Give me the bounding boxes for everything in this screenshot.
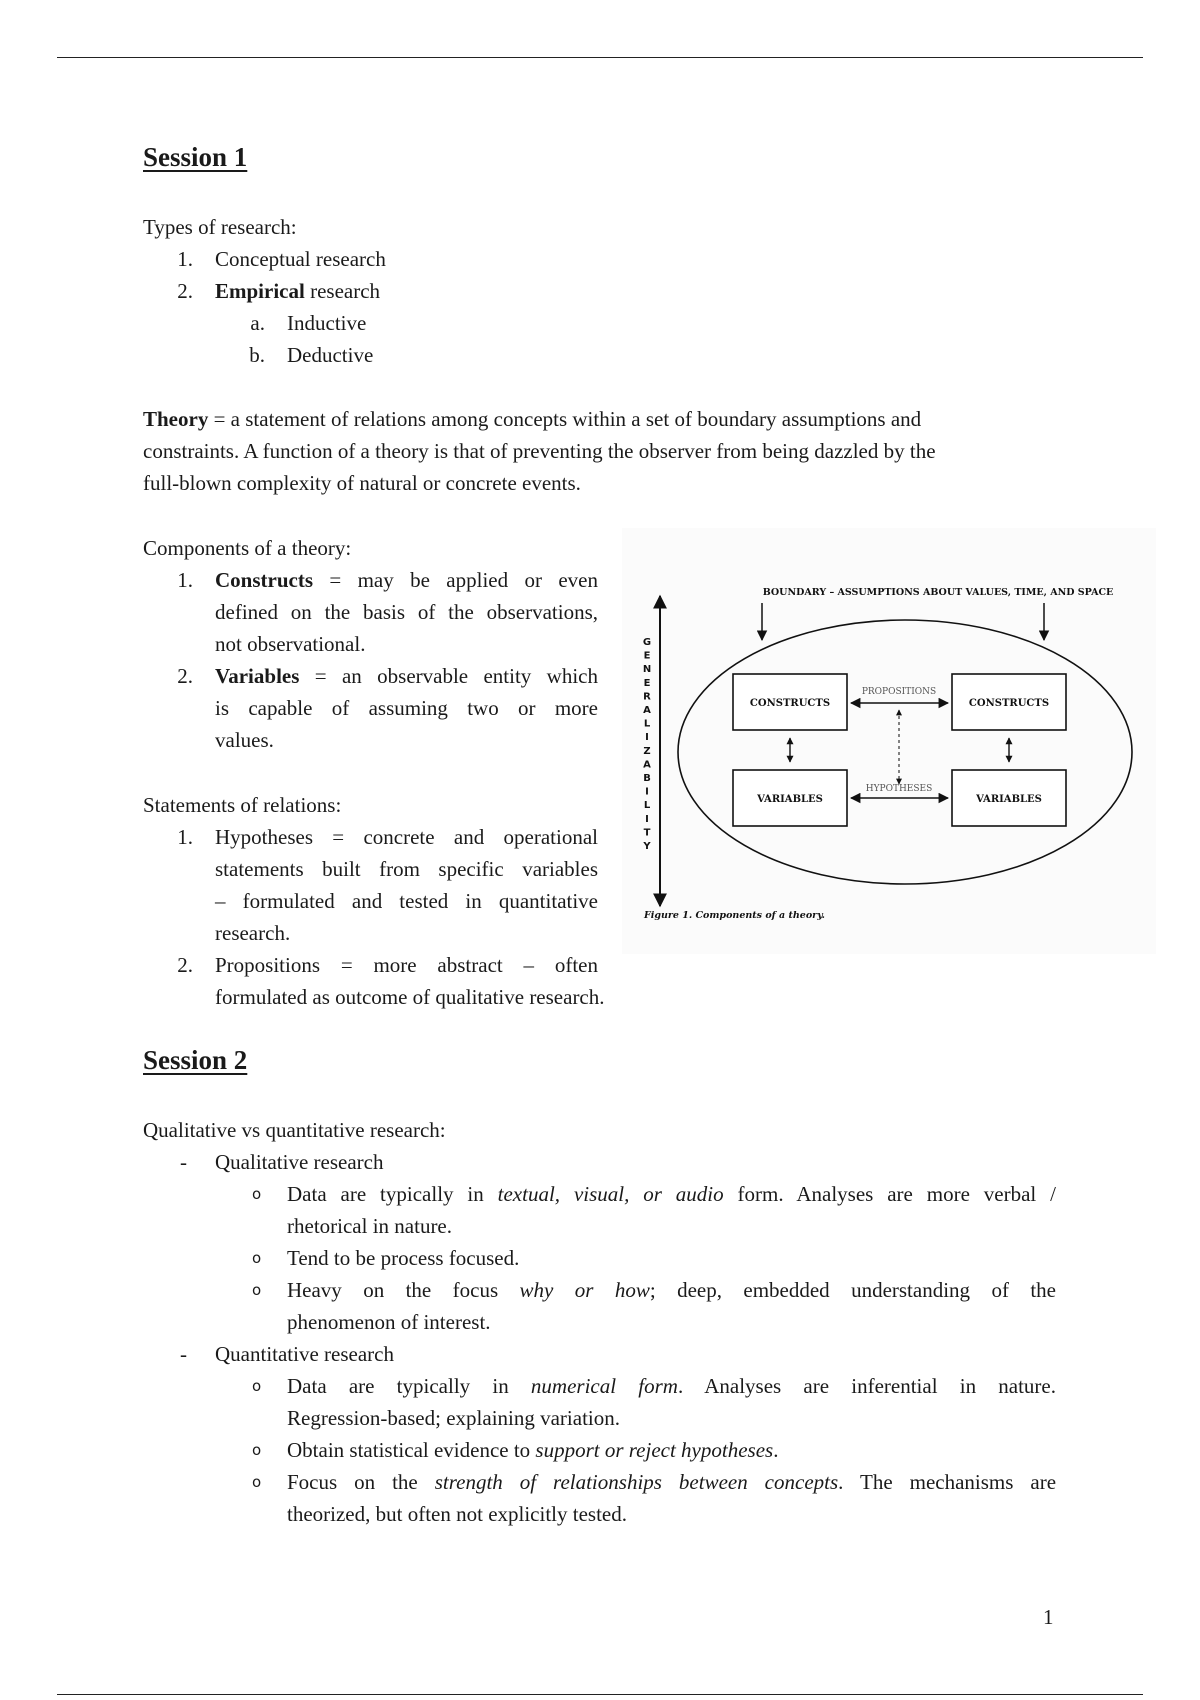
header-rule [57,57,1143,58]
boundary-label: BOUNDARY – ASSUMPTIONS ABOUT VALUES, TIME, AND SPACE [762,587,1114,598]
propositions-line-2: formulated as outcome of qualitative research. [215,985,605,1009]
axis-letter: Y [643,841,651,852]
axis-letter: L [643,718,651,730]
qual-bullet-3-line-2: phenomenon of interest. [287,1310,491,1334]
list-number: 1. [177,247,193,271]
circle-bullet: o [252,1185,262,1203]
variables-line-2: is capable of assuming two or more [215,696,598,720]
list-item: Inductive [287,311,367,335]
qualitative-title: Qualitative research [215,1150,384,1174]
list-number: 2. [177,953,193,977]
propositions-line-1: Propositions = more abstract – often [215,953,598,977]
theory-line-1: Theory = a statement of relations among concepts within a set of boundary assumptions and [143,407,922,431]
qual-bullet-1-line-1: Data are typically in textual, visual, or audio form. Analyses are more verbal / [287,1182,1056,1206]
axis-letter: A [643,759,651,771]
list-number: 1. [177,825,193,849]
axis-letter: T [643,827,651,839]
axis-letter: I [645,786,649,798]
hypotheses-line-2: statements built from specific variables [215,857,598,881]
variables-line-1: Variables = an observable entity which [215,664,598,688]
dash-bullet: - [180,1150,187,1174]
page-number: 1 [1043,1605,1054,1629]
axis-letter: N [642,664,652,676]
theory-line-2: constraints. A function of a theory is that of preventing the observer from being dazzled by the [143,439,936,463]
quant-bullet-3-line-1: Focus on the strength of relationships between concepts. The mechanisms are [287,1470,1057,1494]
axis-letter: I [645,813,649,825]
footer-rule [57,1694,1143,1695]
boundary-ellipse [678,620,1132,884]
quant-bullet-3-line-2: theorized, but often not explicitly tested. [287,1502,627,1526]
list-number: 2. [177,279,193,303]
circle-bullet: o [252,1473,262,1491]
quant-bullet-1-line-2: Regression-based; explaining variation. [287,1406,620,1430]
constructs-label-right: CONSTRUCTS [968,698,1050,709]
qual-bullet-2: Tend to be process focused. [287,1246,520,1270]
list-item: Deductive [287,343,374,367]
list-letter: b. [249,343,265,367]
circle-bullet: o [252,1281,262,1299]
hypotheses-line-3: – formulated and tested in quantitative [215,889,598,913]
hypotheses-label: HYPOTHESES [865,784,933,794]
list-number: 2. [177,664,193,688]
qual-quant-label: Qualitative vs quantitative research: [143,1118,446,1142]
constructs-line-1: Constructs = may be applied or even [215,568,598,592]
dash-bullet: - [180,1342,187,1366]
axis-letter: E [643,650,651,662]
list-number: 1. [177,568,193,592]
axis-letter: A [643,705,651,716]
hypotheses-line-4: research. [215,921,291,945]
theory-diagram [622,528,1156,954]
theory-line-3: full-blown complexity of natural or concrete events. [143,471,581,495]
components-label: Components of a theory: [143,536,352,560]
qual-bullet-1-line-2: rhetorical in nature. [287,1214,453,1238]
list-letter: a. [250,311,265,335]
theory-components-figure [622,528,1156,954]
circle-bullet: o [252,1377,262,1395]
generalizability-label [642,637,651,852]
axis-letter: R [643,691,651,703]
axis-letter: Z [643,745,651,757]
circle-bullet: o [252,1441,262,1459]
constructs-line-2: defined on the basis of the observations, [215,600,598,624]
quant-bullet-2: Obtain statistical evidence to support or reject hypotheses. [287,1438,779,1462]
relations-label: Statements of relations: [143,793,342,817]
quant-bullet-1-line-1: Data are typically in numerical form. Analyses are inferential in nature. [287,1374,1056,1398]
hypotheses-line-1: Hypotheses = concrete and operational [215,825,598,849]
quantitative-title: Quantitative research [215,1342,394,1366]
session-2-heading: Session 2 [143,1045,248,1075]
variables-label-right: VARIABLES [976,794,1042,805]
figure-caption: Figure 1. Components of a theory. [644,910,825,921]
qual-bullet-3-line-1: Heavy on the focus why or how; deep, embedded understanding of the [287,1278,1056,1302]
circle-bullet: o [252,1249,262,1267]
axis-letter: I [645,732,649,744]
constructs-label-left: CONSTRUCTS [749,698,831,709]
variables-label-left: VARIABLES [757,794,823,805]
types-label: Types of research: [143,215,297,239]
axis-letter: L [643,800,651,812]
variables-line-3: values. [215,728,274,752]
list-item: Conceptual research [215,247,386,271]
list-item: Empirical research [215,279,381,303]
axis-letter: E [643,677,651,689]
session-1-heading: Session 1 [143,142,248,172]
axis-letter: G [642,637,652,648]
propositions-label: PROPOSITIONS [861,687,937,697]
axis-letter: B [643,773,651,784]
constructs-line-3: not observational. [215,632,366,656]
